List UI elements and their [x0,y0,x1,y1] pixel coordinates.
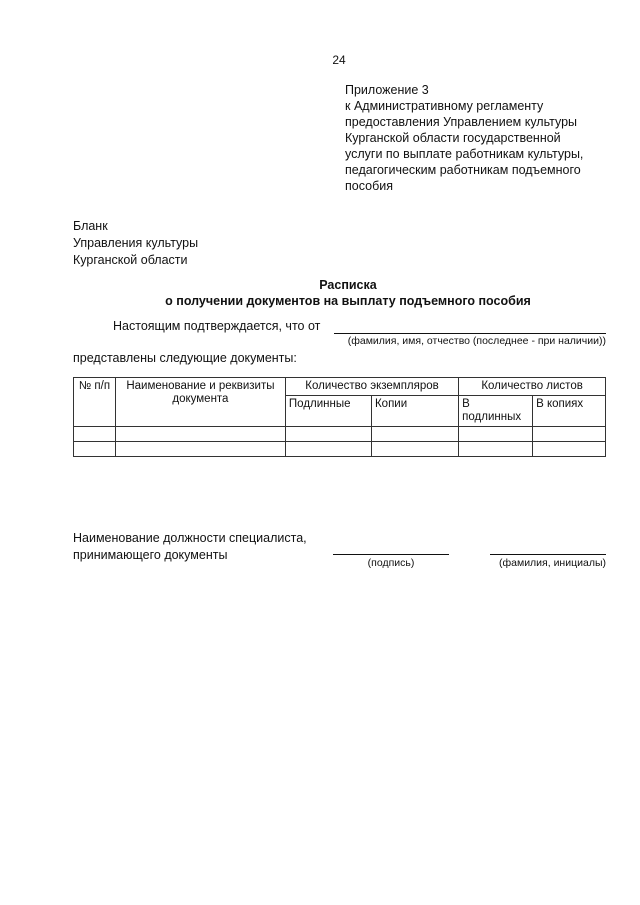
table-cell [74,427,116,442]
sub-copies-header: Копии [371,396,458,427]
table-cell [285,427,371,442]
sub-in-originals-header: В подлинных [459,396,533,427]
document-title [0,277,640,309]
appendix-line: Курганской области государственной [345,131,561,145]
col-name-header: Наименование и реквизиты документа [115,378,285,427]
table-cell [74,442,116,457]
title-line-2: о получении документов на выплату подъемного пособия [165,294,531,308]
signature-blank-line [333,554,449,555]
table-cell [533,427,606,442]
group-copies-header: Количество экземпляров [285,378,458,396]
table-cell [371,427,458,442]
table-cell [285,442,371,457]
initials-hint: (фамилия, инициалы) [499,557,606,569]
table-row [74,427,606,442]
signature-hint: (подпись) [367,557,415,569]
table-cell [115,442,285,457]
appendix-line: услуги по выплате работникам культуры, [345,147,584,161]
sub-originals-header: Подлинные [285,396,371,427]
page-number: 24 [332,53,346,67]
sub-in-copies-header: В копиях [533,396,606,427]
table-cell [459,427,533,442]
table-header-row [74,378,606,396]
specialist-line-1: Наименование должности специалиста, [73,531,307,545]
title-line-1: Расписка [319,278,377,292]
letterhead-line: Бланк [73,219,108,233]
letterhead-line: Курганской области [73,253,188,267]
fio-hint: (фамилия, имя, отчество (последнее - при наличии)) [347,335,606,347]
table-cell [115,427,285,442]
documents-table [73,377,606,457]
appendix-block [345,82,625,194]
appendix-line: к Административному регламенту [345,99,544,113]
appendix-line: предоставления Управлением культуры [345,115,578,129]
table-cell [459,442,533,457]
group-sheets-header: Количество листов [459,378,606,396]
initials-blank-line [490,554,606,555]
appendix-line: Приложение 3 [345,83,429,97]
table-row [74,442,606,457]
letterhead-block [73,218,198,269]
letterhead-line: Управления культуры [73,236,199,250]
appendix-line: педагогическим работникам подъемного [345,163,581,177]
specialist-line-2: принимающего документы [73,548,228,562]
fio-blank-line [334,333,606,334]
table-cell [533,442,606,457]
specialist-label [73,530,307,564]
appendix-line: пособия [345,179,393,193]
presented-text: представлены следующие документы: [73,351,297,365]
confirm-text: Настоящим подтверждается, что от [113,319,321,333]
col-number-header: № п/п [74,378,116,427]
table-cell [371,442,458,457]
